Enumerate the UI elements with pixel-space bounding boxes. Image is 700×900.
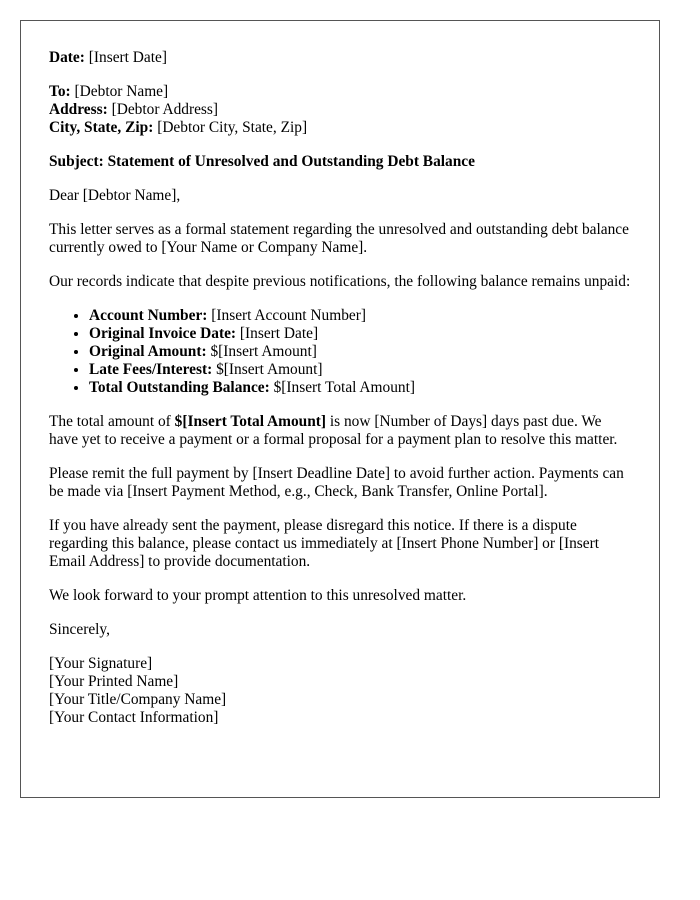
list-item	[89, 325, 631, 343]
letter-document	[20, 20, 660, 798]
address-value: [Debtor Address]	[111, 101, 219, 118]
list-item	[89, 379, 631, 397]
past-due-paragraph	[49, 413, 631, 449]
remit-paragraph: Please remit the full payment by [Insert Deadline Date] to avoid further action. Payments can be made via [Insert Payment Method, e.g., Check, Bank Transfer, Online Portal].	[49, 465, 624, 500]
address-label: Address:	[49, 101, 108, 118]
date-line	[49, 49, 631, 67]
late-fees-label: Late Fees/Interest:	[89, 361, 213, 378]
intro-paragraph: This letter serves as a formal statement regarding the unresolved and outstanding debt balance currently owed to [Your Name or Company Name].	[49, 221, 629, 256]
dispute-paragraph: If you have already sent the payment, please disregard this notice. If there is a dispute regarding this balance, please contact us immediately at [Insert Phone Number] or [Insert Email Address] to provide documentation.	[49, 517, 600, 570]
signature-block	[49, 655, 631, 727]
list-item	[89, 361, 631, 379]
original-amount-label: Original Amount:	[89, 343, 207, 360]
contact-info-line: [Your Contact Information]	[49, 709, 219, 726]
account-number-label: Account Number:	[89, 307, 208, 324]
subject-text: Subject: Statement of Unresolved and Outstanding Debt Balance	[49, 153, 475, 170]
city-line	[49, 119, 631, 137]
printed-name-line: [Your Printed Name]	[49, 673, 179, 690]
original-amount-value: $[Insert Amount]	[210, 343, 317, 360]
invoice-date-value: [Insert Date]	[239, 325, 319, 342]
title-company-line: [Your Title/Company Name]	[49, 691, 227, 708]
city-label: City, State, Zip:	[49, 119, 154, 136]
to-line	[49, 83, 631, 101]
records-paragraph: Our records indicate that despite previous notifications, the following balance remains unpaid:	[49, 273, 631, 290]
subject-line	[49, 153, 631, 171]
total-balance-value: $[Insert Total Amount]	[273, 379, 416, 396]
past-due-prefix: The total amount of	[49, 413, 175, 430]
signature-line: [Your Signature]	[49, 655, 153, 672]
past-due-suffix: is now [Number of Days] days past due. We have yet to receive a payment or a formal proposal for a payment plan to resolve this matter.	[49, 413, 618, 448]
to-value: [Debtor Name]	[74, 83, 169, 100]
closing-note: We look forward to your prompt attention to this unresolved matter.	[49, 587, 467, 604]
sign-off: Sincerely,	[49, 621, 110, 638]
address-line	[49, 101, 631, 119]
list-item	[89, 343, 631, 361]
city-value: [Debtor City, State, Zip]	[157, 119, 308, 136]
recipient-block	[49, 83, 631, 137]
past-due-amount: $[Insert Total Amount]	[174, 413, 327, 430]
account-number-value: [Insert Account Number]	[211, 307, 366, 324]
to-label: To:	[49, 83, 71, 100]
total-balance-label: Total Outstanding Balance:	[89, 379, 270, 396]
date-value: [Insert Date]	[88, 49, 167, 66]
salutation: Dear [Debtor Name],	[49, 187, 181, 204]
list-item	[89, 307, 631, 325]
late-fees-value: $[Insert Amount]	[216, 361, 323, 378]
balance-list	[49, 307, 631, 397]
date-label: Date:	[49, 49, 85, 66]
invoice-date-label: Original Invoice Date:	[89, 325, 237, 342]
